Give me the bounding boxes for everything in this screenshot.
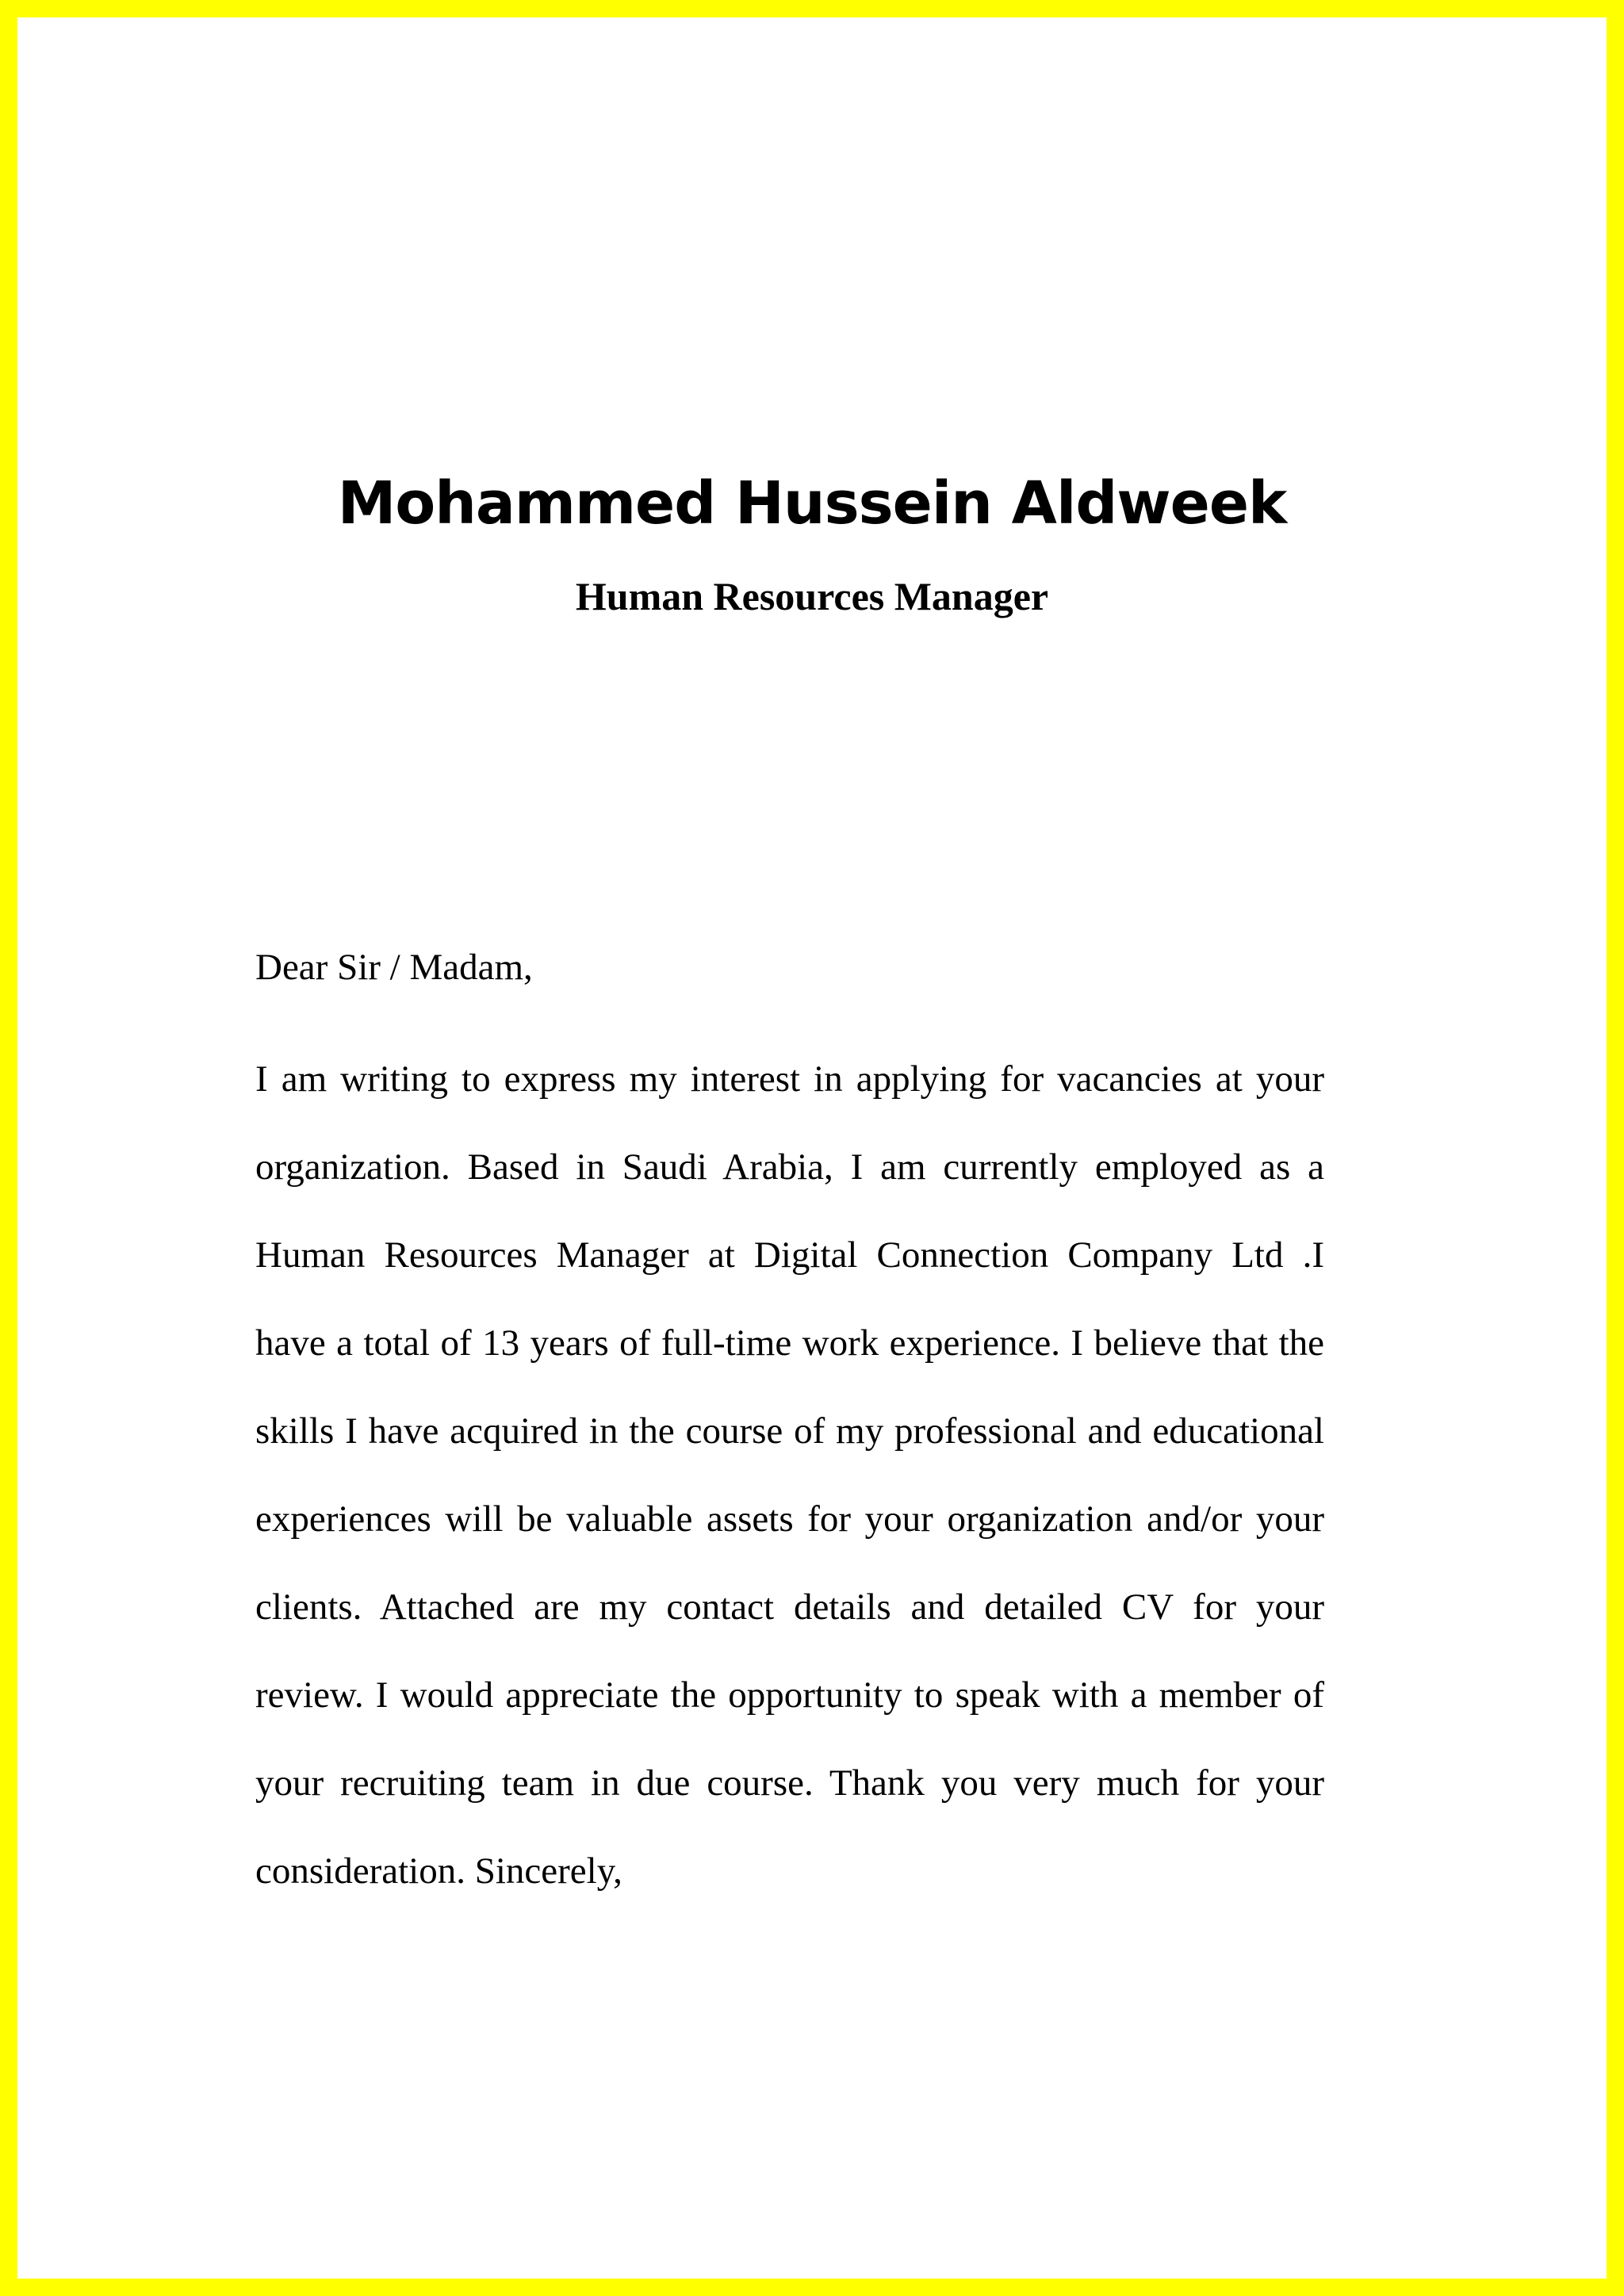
job-title-subheading: Human Resources Manager xyxy=(575,574,1049,618)
applicant-name-heading: Mohammed Hussein Aldweek xyxy=(337,469,1287,538)
letter-body-paragraph: I am writing to express my interest in applying for vacancies at your organization. Based in Saudi Arabia, I am currently employed as a Human Resources Manager at Digital Connection Company Ltd .I have a total of 13 years of full-time work experience. I believe that the skills I have acquired in the course of my professional and educational experiences will be valuable assets for your organization and/or your clients. Attached are my contact details and detailed CV for your review. I would appreciate the opportunity to speak with a member of your recruiting team in due course. Thank you very much for your consideration. Sincerely, xyxy=(255,1058,1324,1892)
letter-salutation: Dear Sir / Madam, xyxy=(255,947,533,988)
